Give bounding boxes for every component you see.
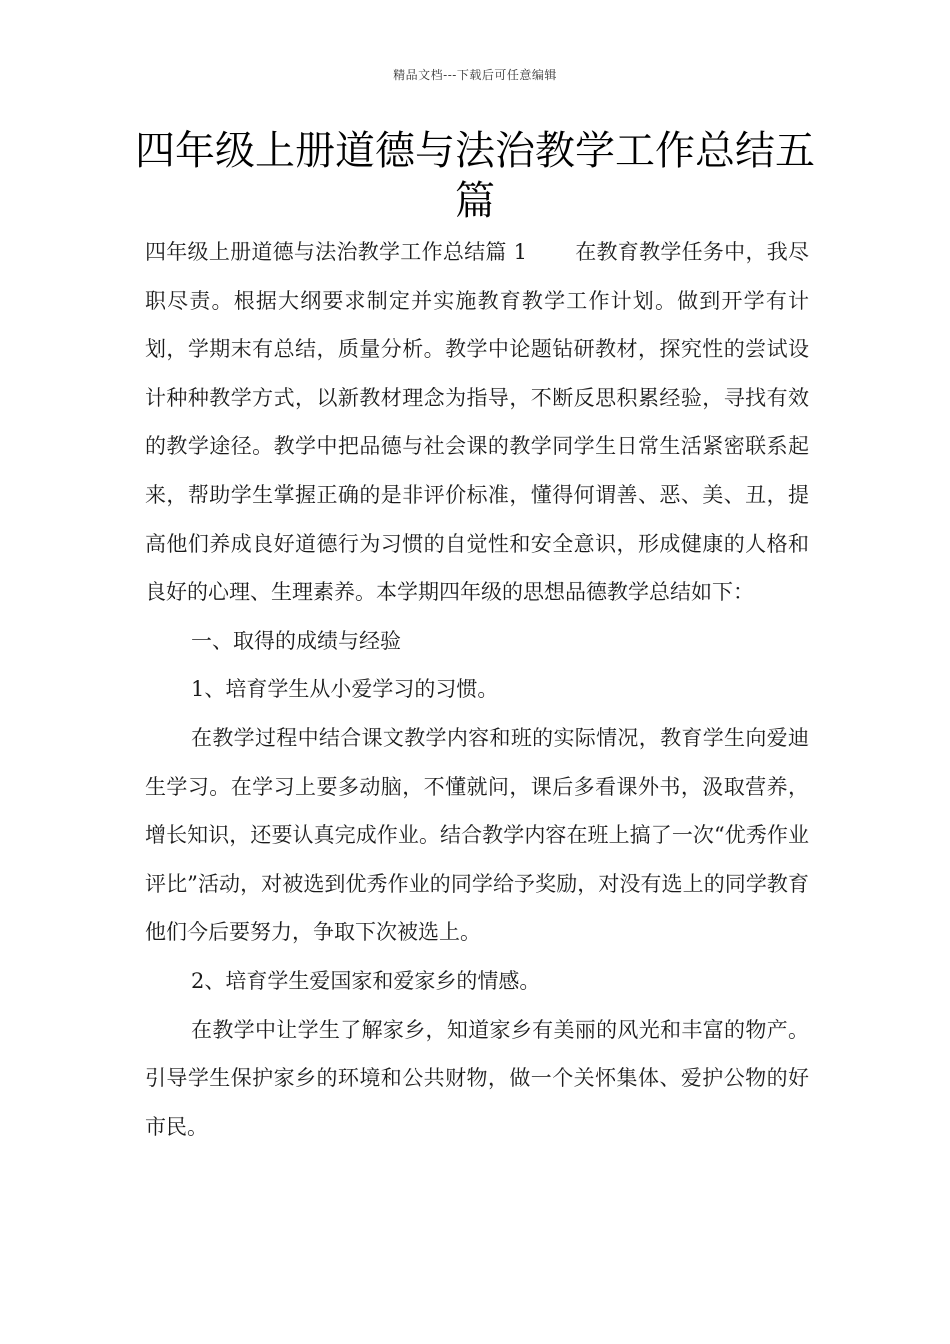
header-note: 精品文档---下载后可任意编辑 (393, 68, 557, 82)
document-title: 四年级上册道德与法治教学工作总结五篇 (135, 128, 815, 224)
paragraph-2: 在教学中让学生了解家乡，知道家乡有美丽的风光和丰富的物产。引导学生保护家乡的环境和公共财物，做一个关怀集体、爱护公物的好市民。 (145, 1017, 809, 1139)
section-heading-achievements: 一、取得的成绩与经验 (191, 628, 401, 653)
document-body (145, 228, 809, 1151)
section-title-part-1: 四年级上册道德与法治教学工作总结篇 1 (145, 240, 527, 264)
subheading-2: 2、培育学生爱国家和爱家乡的情感。 (191, 968, 541, 993)
paragraph-intro-text: 在教育教学任务中，我尽职尽责。根据大纲要求制定并实施教育教学工作计划。做到开学有计划，学期末有总结，质量分析。教学中论题钻研教材，探究性的尝试设计种种教学方式，以新教材理念为指导，不断反思积累经验，寻找有效的教学途径。教学中把品德与社会课的教学同学生日常生活紧密联系起来，帮助学生掌握正确的是非评价标准，懂得何谓善、恶、美、丑，提高他们养成良好道德行为习惯的自觉性和安全意识，形成健康的人格和良好的心理、生理素养。本学期四年级的思想品德教学总结如下： (145, 240, 810, 605)
paragraph-intro (145, 228, 809, 617)
subheading-1: 1、培育学生从小爱学习的习惯。 (191, 677, 499, 702)
paragraph-1: 在教学过程中结合课文教学内容和班的实际情况，教育学生向爱迪生学习。在学习上要多动脑，不懂就问，课后多看课外书，汲取营养，增长知识，还要认真完成作业。结合教学内容在班上搞了一次“优秀作业评比”活动，对被选到优秀作业的同学给予奖励，对没有选上的同学教育他们今后要努力，争取下次被选上。 (145, 725, 809, 945)
